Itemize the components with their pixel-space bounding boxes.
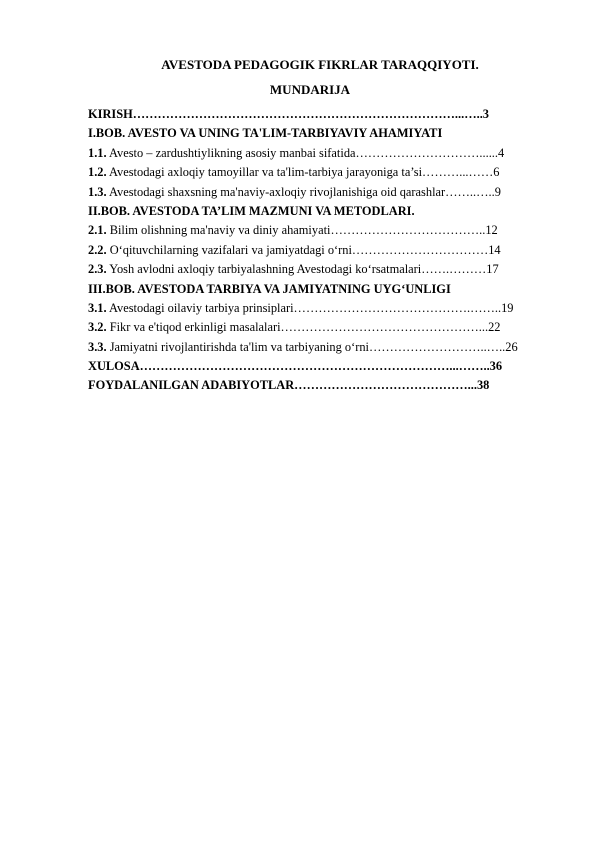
toc-entry-text: Bilim olishning ma'naviy va diniy ahamiyati………………………………..12	[106, 223, 498, 238]
table-of-contents	[88, 105, 558, 396]
toc-section-number: 2.1.	[88, 223, 107, 238]
toc-section-number: 2.3.	[88, 262, 107, 277]
toc-entry-text: I.BOB. AVESTO VA UNING TA'LIM-TARBIYAVIY AHAMIYATI	[88, 126, 443, 141]
toc-heading: MUNDARIJA	[269, 82, 351, 97]
toc-entry-text: Jamiyatni rivojlantirishda ta'lim va tarbiyaning o‘rni………………………..…..26	[106, 339, 518, 354]
toc-chapter-3[interactable]	[88, 280, 558, 299]
toc-section-3-1[interactable]	[88, 299, 558, 318]
toc-section-2-1[interactable]	[88, 221, 558, 240]
toc-entry-text: O‘qituvchilarning vazifalari va jamiyatdagi o‘rni……………………………14	[106, 242, 501, 257]
toc-section-3-3[interactable]	[88, 338, 558, 357]
toc-entry-text: III.BOB. AVESTODA TARBIYA VA JAMIYATNING UYG‘UNLIGI	[88, 281, 451, 296]
toc-section-3-2[interactable]	[88, 318, 558, 337]
toc-section-1-3[interactable]	[88, 183, 558, 202]
toc-section-number: 1.2.	[88, 165, 107, 180]
toc-section-1-1[interactable]	[88, 144, 558, 163]
toc-entry-text: Avestodagi shaxsning ma'naviy-axloqiy rivojlanishiga oid qarashlar……..…..9	[106, 184, 501, 199]
toc-section-number: 3.2.	[88, 320, 107, 335]
toc-section-1-2[interactable]	[88, 163, 558, 182]
toc-entry-text: KIRISH……………………………………………………………………...…..3	[88, 107, 489, 121]
toc-section-number: 3.3.	[88, 339, 107, 354]
toc-section-number: 2.2.	[88, 242, 107, 257]
toc-section-number: 3.1.	[88, 300, 107, 315]
toc-section-number: 1.3.	[88, 184, 107, 199]
toc-chapter-1[interactable]	[88, 124, 558, 143]
toc-entry-conclusion[interactable]	[88, 357, 558, 376]
toc-entry-introduction[interactable]	[88, 105, 558, 124]
toc-section-2-3[interactable]	[88, 260, 558, 279]
toc-entry-text: FOYDALANILGAN ADABIYOTLAR……………………………………...38	[88, 378, 490, 393]
toc-entry-text: XULOSA…………………………………………………………………...……..36	[88, 359, 503, 374]
document-title: AVESTODA PEDAGOGIK FIKRLAR TARAQQIYOTI.	[161, 57, 479, 72]
toc-entry-text: Avestodagi axloqiy tamoyillar va ta'lim-tarbiya jarayoniga ta’si………...……6	[106, 165, 500, 180]
toc-entry-references[interactable]	[88, 376, 558, 395]
toc-entry-text: II.BOB. AVESTODA TA’LIM MAZMUNI VA METODLARI.	[88, 203, 415, 218]
toc-chapter-2[interactable]	[88, 202, 558, 221]
toc-entry-text: Avesto – zardushtiylikning asosiy manbai sifatida…………………………......4	[106, 145, 505, 160]
toc-entry-text: Fikr va e'tiqod erkinligi masalalari…………………………………………...22	[106, 320, 501, 335]
toc-entry-text: Yosh avlodni axloqiy tarbiyalashning Avestodagi ko‘rsatmalari…….………17	[106, 262, 499, 277]
toc-section-number: 1.1.	[88, 145, 107, 160]
toc-section-2-2[interactable]	[88, 241, 558, 260]
toc-entry-text: Avestodagi oilaviy tarbiya prinsiplari…………………………………….……..19	[106, 300, 514, 315]
